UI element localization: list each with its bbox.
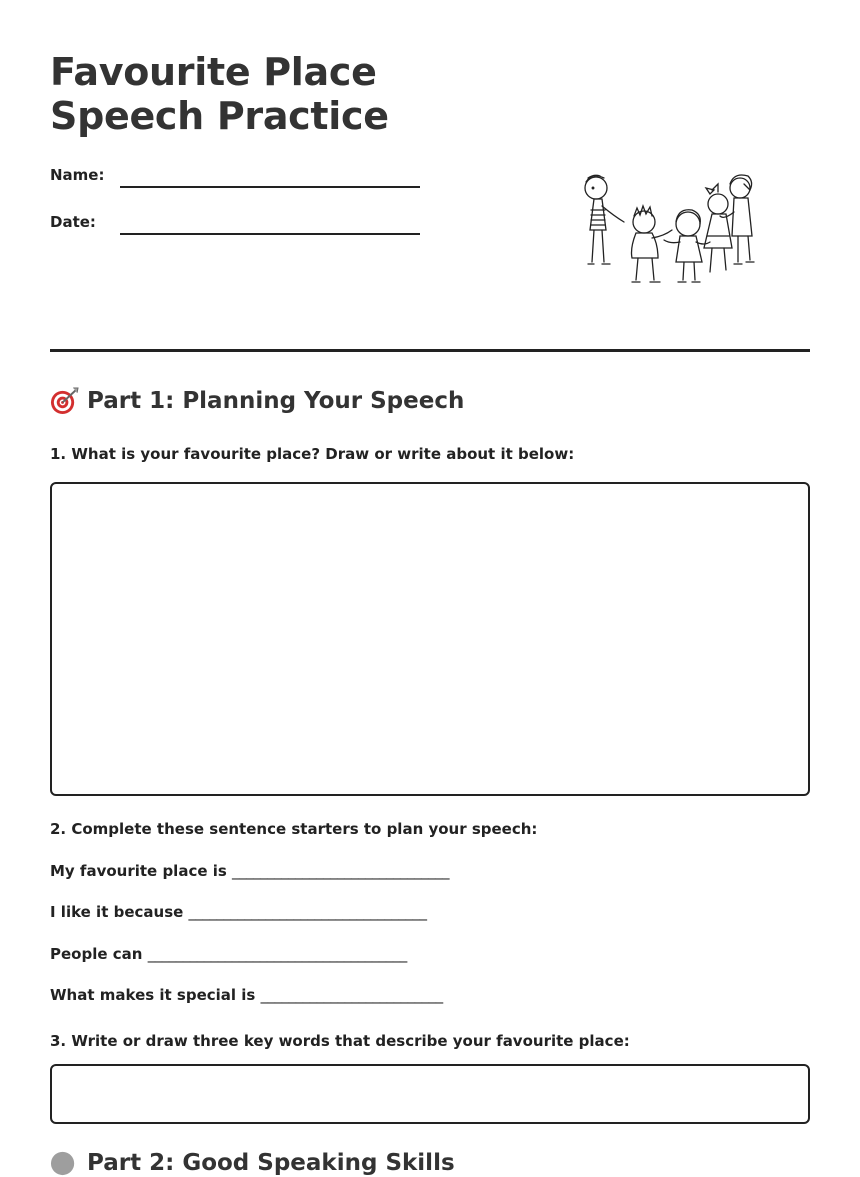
part2-heading [50,1148,455,1177]
sentence-starter-3 [50,945,407,963]
starter-prompt: People can [50,945,143,963]
key-words-box[interactable] [50,1064,810,1124]
name-field [50,166,430,196]
starter-blank[interactable]: __________________________________ [188,903,427,921]
children-group-illustration [580,170,760,290]
header-divider [50,349,810,352]
sentence-starter-4 [50,986,443,1004]
part1-heading [50,386,464,415]
sentence-starter-2 [50,903,427,921]
part2-title: Part 2: Good Speaking Skills [87,1149,455,1176]
favourite-place-drawing-box[interactable] [50,482,810,796]
starter-blank[interactable]: __________________________ [260,986,443,1004]
date-label: Date: [50,213,96,231]
question-1: 1. What is your favourite place? Draw or write about it below: [50,445,575,463]
date-input-line[interactable] [120,233,420,235]
question-3: 3. Write or draw three key words that describe your favourite place: [50,1032,630,1050]
question-2: 2. Complete these sentence starters to plan your speech: [50,820,538,838]
name-label: Name: [50,166,105,184]
starter-blank[interactable]: _______________________________ [232,862,450,880]
sentence-starter-1 [50,862,449,880]
part1-title: Part 1: Planning Your Speech [87,387,465,414]
target-dart-icon [50,386,79,415]
starter-blank[interactable]: _____________________________________ [147,945,407,963]
starter-prompt: I like it because [50,903,184,921]
date-field [50,213,430,243]
name-input-line[interactable] [120,186,420,188]
speech-icon [50,1148,79,1177]
starter-prompt: What makes it special is [50,986,256,1004]
starter-prompt: My favourite place is [50,862,227,880]
page-title: Favourite Place Speech Practice [50,50,389,138]
